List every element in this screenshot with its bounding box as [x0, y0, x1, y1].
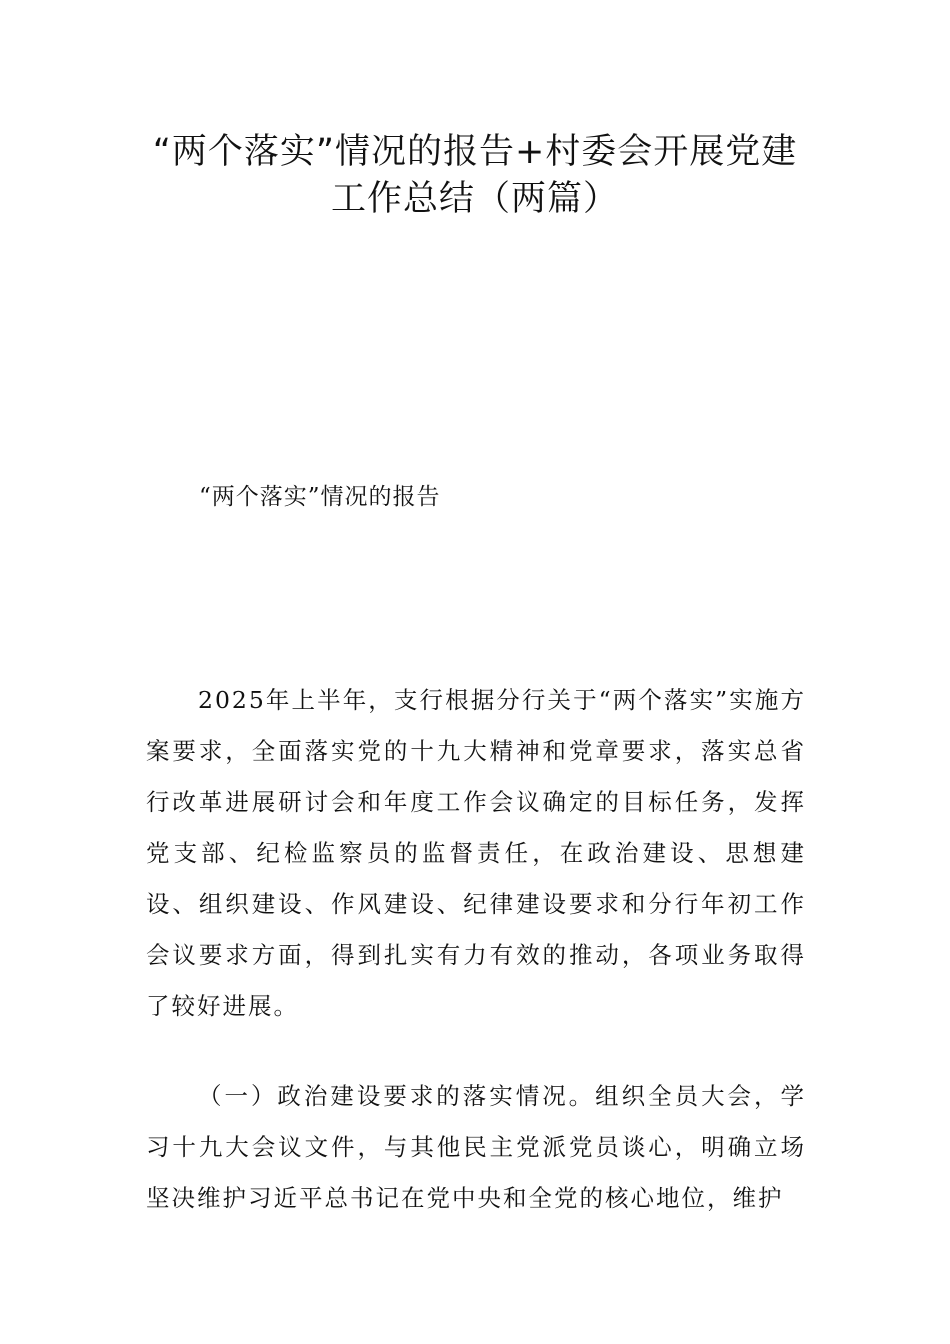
section-heading: “两个落实”情况的报告: [199, 484, 441, 510]
body-paragraph-political-construction: （一）政治建设要求的落实情况。组织全员大会，学习十九大会议文件，与其他民主党派党员谈心，明确立场坚决维护习近平总书记在党中央和全党的核心地位，维护: [146, 1082, 806, 1212]
document-title-line-1: “两个落实”情况的报告+村委会开展党建: [152, 132, 798, 172]
document-title-line-2: 工作总结（两篇）: [330, 179, 619, 219]
body-paragraph-intro: 2025年上半年，支行根据分行关于“两个落实”实施方案要求，全面落实党的十九大精神和党章要求，落实总省行改革进展研讨会和年度工作会议确定的目标任务，发挥党支部、纪检监察员的监督责任，在政治建设、思想建设、组织建设、作风建设、纪律建设要求和分行年初工作会议要求方面，得到扎实有力有效的推动，各项业务取得了较好进展。: [146, 686, 806, 1020]
